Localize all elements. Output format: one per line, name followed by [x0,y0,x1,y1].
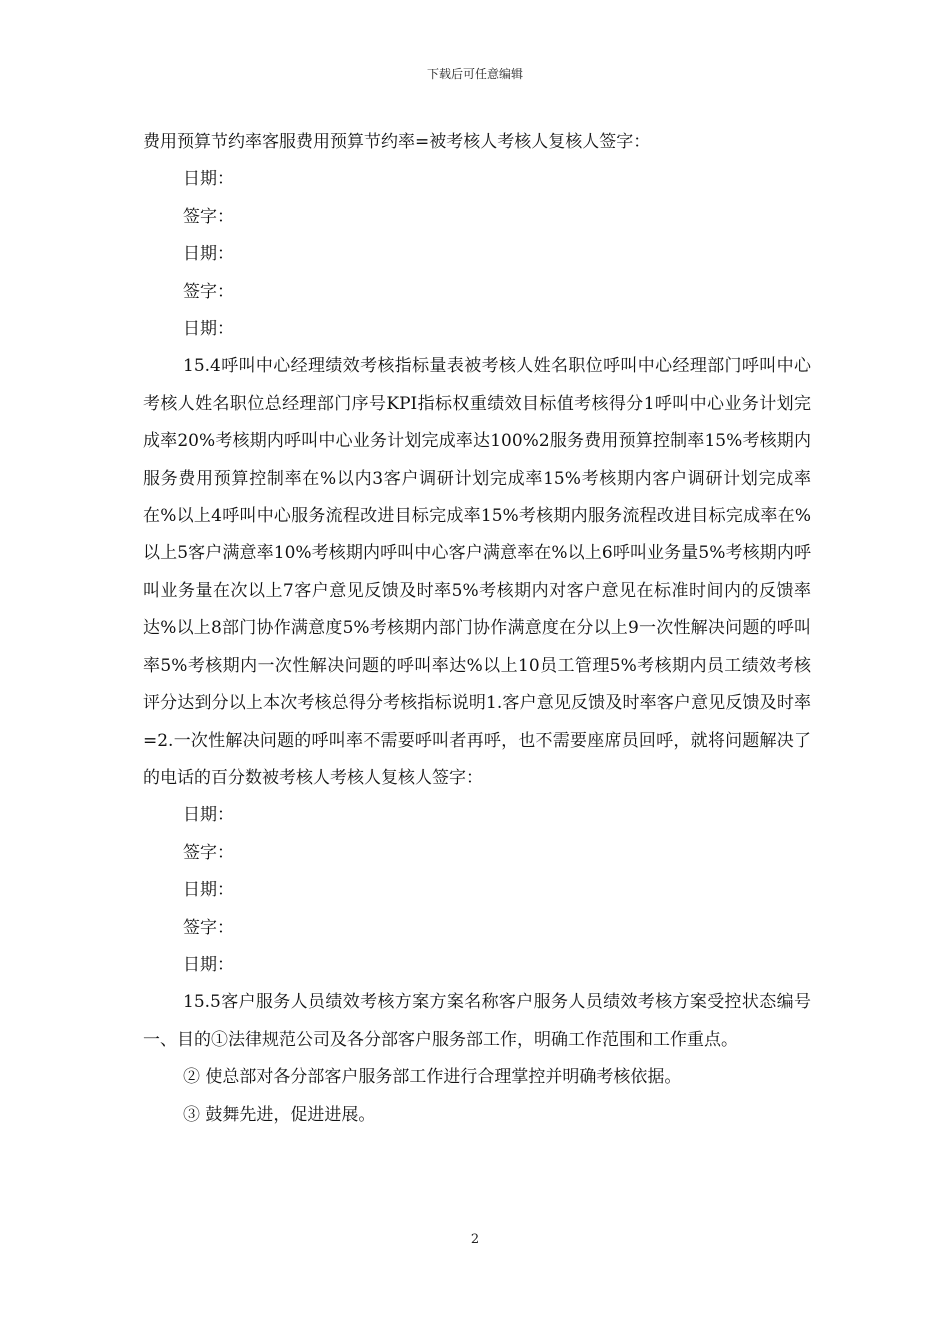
paragraph-date-line: 日期： [183,319,234,340]
paragraph-budget-savings-signature: 费用预算节约率客服费用预算节约率=被考核人考核人复核人签字： [143,132,651,152]
paragraph-objective-3: ③ 鼓舞先进，促进进展。 [183,1104,376,1125]
page-number: 2 [470,1232,480,1247]
paragraph-call-center-kpi: 15.4呼叫中心经理绩效考核指标量表被考核人姓名职位呼叫中心经理部门呼叫中心考核人姓名职位总经理部门序号KPI指标权重绩效目标值考核得分1呼叫中心业务计划完成率20%考核期内呼叫中心业务计划完成率达100%2服务费用预算控制率15%考核期内服务费用预算控制率在%以内3客户调研计划完成率15%考核期内客户调研计划完成率在%以上4呼叫中心服务流程改进目标完成率15%考核期内服务流程改进目标完成率在%以上5客户满意率10%考核期内呼叫中心客户满意率在%以上6呼叫业务量5%考核期内呼叫业务量在次以上7客户意见反馈及时率5%考核期内对客户意见在标准时间内的反馈率达%以上8部门协作满意度5%考核期内部门协作满意度在分以上9一次性解决问题的呼叫率5%考核期内一次性解决问题的呼叫率达%以上10员工管理5%考核期内员工绩效考核评分达到分以上本次考核总得分考核指标说明1.客户意见反馈及时率客户意见反馈及时率=2.一次性解决问题的呼叫率不需要呼叫者再呼，也不需要座席员回呼，就将问题解决了的电话的百分数被考核人考核人复核人签字： [143,356,811,788]
paragraph-date-line: 日期： [183,244,234,265]
paragraph-date-line: 日期： [183,169,234,190]
paragraph-objective-2: ② 使总部对各分部客户服务部工作进行合理掌控并明确考核依据。 [183,1067,682,1088]
paragraph-signature-line: 签字： [183,206,234,227]
paragraph-customer-service-plan: 15.5客户服务人员绩效考核方案方案名称客户服务人员绩效考核方案受控状态编号一、目的①法律规范公司及各分部客户服务部工作，明确工作范围和工作重点。 [143,992,811,1050]
paragraph-date-line: 日期： [183,954,234,975]
document-body [143,124,811,1134]
paragraph-date-line: 日期： [183,805,234,826]
paragraph-signature-line: 签字： [183,281,234,302]
page-header: 下载后可任意编辑 [426,67,523,81]
paragraph-signature-line: 签字： [183,917,234,938]
paragraph-signature-line: 签字： [183,842,234,863]
paragraph-date-line: 日期： [183,880,234,901]
